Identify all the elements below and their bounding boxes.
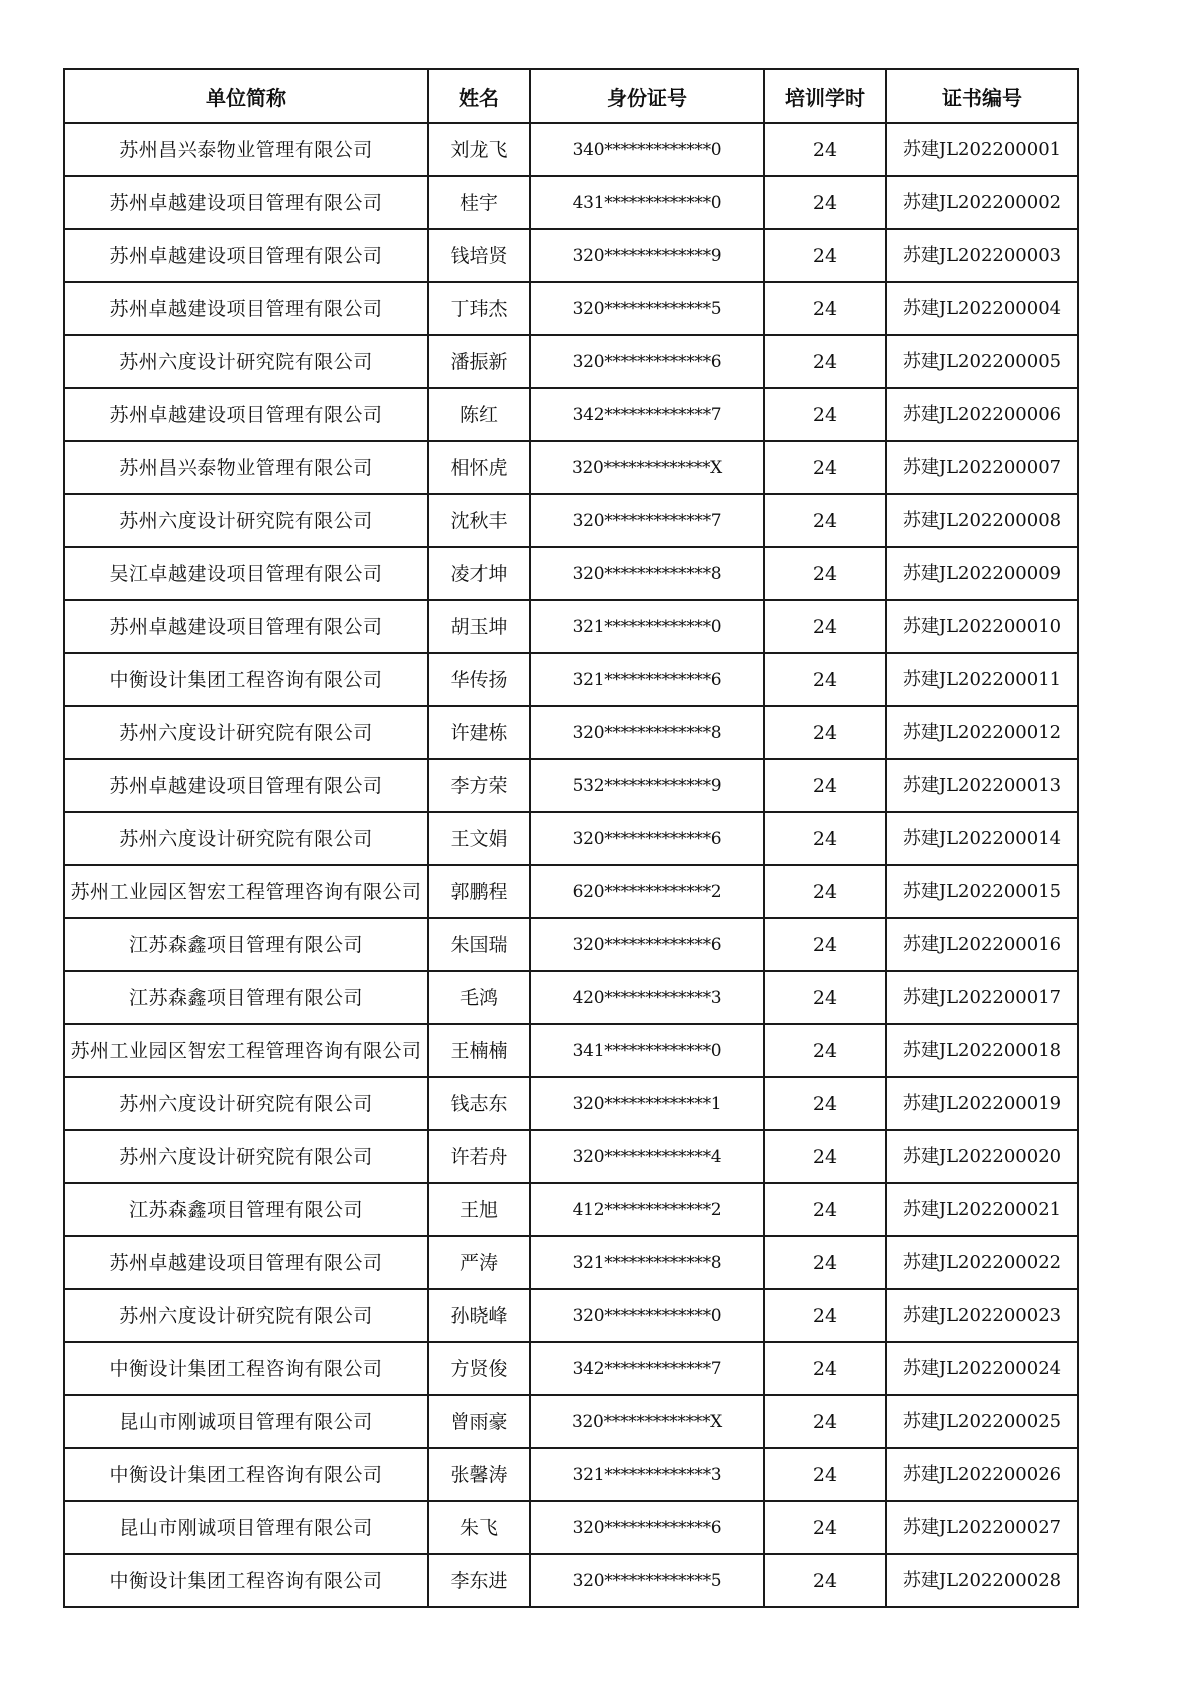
cell-training-hours: 24 bbox=[764, 1342, 886, 1395]
cell-id-number: 320*************5 bbox=[530, 282, 764, 335]
table-row bbox=[64, 706, 1078, 759]
cell-unit: 苏州昌兴泰物业管理有限公司 bbox=[64, 123, 428, 176]
cell-name: 朱飞 bbox=[428, 1501, 530, 1554]
cell-id-number: 321*************0 bbox=[530, 600, 764, 653]
cell-id-number: 342*************7 bbox=[530, 388, 764, 441]
cell-unit: 中衡设计集团工程咨询有限公司 bbox=[64, 1342, 428, 1395]
table-row bbox=[64, 971, 1078, 1024]
cell-certificate-number: 苏建JL202200014 bbox=[886, 812, 1078, 865]
cell-id-number: 321*************6 bbox=[530, 653, 764, 706]
cell-unit: 苏州卓越建设项目管理有限公司 bbox=[64, 1236, 428, 1289]
cell-training-hours: 24 bbox=[764, 971, 886, 1024]
cell-name: 王文娟 bbox=[428, 812, 530, 865]
cell-certificate-number: 苏建JL202200019 bbox=[886, 1077, 1078, 1130]
cell-certificate-number: 苏建JL202200002 bbox=[886, 176, 1078, 229]
cell-id-number: 320*************1 bbox=[530, 1077, 764, 1130]
cell-certificate-number: 苏建JL202200005 bbox=[886, 335, 1078, 388]
cell-training-hours: 24 bbox=[764, 1395, 886, 1448]
cell-certificate-number: 苏建JL202200020 bbox=[886, 1130, 1078, 1183]
header-training-hours: 培训学时 bbox=[764, 69, 886, 123]
cell-unit: 苏州六度设计研究院有限公司 bbox=[64, 1077, 428, 1130]
cell-id-number: 431*************0 bbox=[530, 176, 764, 229]
cell-training-hours: 24 bbox=[764, 918, 886, 971]
cell-training-hours: 24 bbox=[764, 229, 886, 282]
cell-name: 王旭 bbox=[428, 1183, 530, 1236]
cell-id-number: 320*************X bbox=[530, 441, 764, 494]
cell-certificate-number: 苏建JL202200016 bbox=[886, 918, 1078, 971]
cell-id-number: 320*************6 bbox=[530, 812, 764, 865]
table-row bbox=[64, 1501, 1078, 1554]
table-row bbox=[64, 918, 1078, 971]
cell-certificate-number: 苏建JL202200025 bbox=[886, 1395, 1078, 1448]
header-name: 姓名 bbox=[428, 69, 530, 123]
cell-certificate-number: 苏建JL202200021 bbox=[886, 1183, 1078, 1236]
cell-id-number: 320*************6 bbox=[530, 335, 764, 388]
cell-certificate-number: 苏建JL202200004 bbox=[886, 282, 1078, 335]
table-row bbox=[64, 653, 1078, 706]
cell-unit: 苏州卓越建设项目管理有限公司 bbox=[64, 229, 428, 282]
cell-id-number: 340*************0 bbox=[530, 123, 764, 176]
table-row bbox=[64, 1395, 1078, 1448]
table-row bbox=[64, 229, 1078, 282]
cell-name: 沈秋丰 bbox=[428, 494, 530, 547]
cell-name: 王楠楠 bbox=[428, 1024, 530, 1077]
cell-certificate-number: 苏建JL202200009 bbox=[886, 547, 1078, 600]
cell-training-hours: 24 bbox=[764, 706, 886, 759]
cell-name: 刘龙飞 bbox=[428, 123, 530, 176]
cell-id-number: 420*************3 bbox=[530, 971, 764, 1024]
cell-certificate-number: 苏建JL202200012 bbox=[886, 706, 1078, 759]
table-row bbox=[64, 812, 1078, 865]
cell-training-hours: 24 bbox=[764, 1024, 886, 1077]
cell-id-number: 320*************8 bbox=[530, 706, 764, 759]
cell-unit: 苏州工业园区智宏工程管理咨询有限公司 bbox=[64, 865, 428, 918]
cell-certificate-number: 苏建JL202200010 bbox=[886, 600, 1078, 653]
cell-unit: 苏州六度设计研究院有限公司 bbox=[64, 1130, 428, 1183]
table-row bbox=[64, 123, 1078, 176]
table-row bbox=[64, 1077, 1078, 1130]
cell-unit: 苏州六度设计研究院有限公司 bbox=[64, 812, 428, 865]
cell-unit: 苏州六度设计研究院有限公司 bbox=[64, 335, 428, 388]
cell-certificate-number: 苏建JL202200008 bbox=[886, 494, 1078, 547]
cell-id-number: 321*************8 bbox=[530, 1236, 764, 1289]
cell-unit: 吴江卓越建设项目管理有限公司 bbox=[64, 547, 428, 600]
cell-unit: 江苏森鑫项目管理有限公司 bbox=[64, 918, 428, 971]
cell-unit: 中衡设计集团工程咨询有限公司 bbox=[64, 1448, 428, 1501]
table-row bbox=[64, 388, 1078, 441]
table-row bbox=[64, 176, 1078, 229]
cell-name: 严涛 bbox=[428, 1236, 530, 1289]
header-id-number: 身份证号 bbox=[530, 69, 764, 123]
cell-training-hours: 24 bbox=[764, 547, 886, 600]
cell-id-number: 320*************0 bbox=[530, 1289, 764, 1342]
table-row bbox=[64, 335, 1078, 388]
cell-id-number: 320*************8 bbox=[530, 547, 764, 600]
cell-unit: 苏州六度设计研究院有限公司 bbox=[64, 1289, 428, 1342]
cell-certificate-number: 苏建JL202200013 bbox=[886, 759, 1078, 812]
cell-training-hours: 24 bbox=[764, 282, 886, 335]
cell-id-number: 532*************9 bbox=[530, 759, 764, 812]
cell-training-hours: 24 bbox=[764, 1077, 886, 1130]
cell-training-hours: 24 bbox=[764, 388, 886, 441]
cell-unit: 苏州昌兴泰物业管理有限公司 bbox=[64, 441, 428, 494]
cell-certificate-number: 苏建JL202200017 bbox=[886, 971, 1078, 1024]
cell-id-number: 341*************0 bbox=[530, 1024, 764, 1077]
cell-training-hours: 24 bbox=[764, 1183, 886, 1236]
cell-unit: 昆山市刚诚项目管理有限公司 bbox=[64, 1395, 428, 1448]
cell-unit: 江苏森鑫项目管理有限公司 bbox=[64, 1183, 428, 1236]
table-row bbox=[64, 441, 1078, 494]
cell-unit: 苏州卓越建设项目管理有限公司 bbox=[64, 759, 428, 812]
cell-unit: 江苏森鑫项目管理有限公司 bbox=[64, 971, 428, 1024]
cell-unit: 苏州卓越建设项目管理有限公司 bbox=[64, 600, 428, 653]
cell-unit: 昆山市刚诚项目管理有限公司 bbox=[64, 1501, 428, 1554]
cell-training-hours: 24 bbox=[764, 1236, 886, 1289]
cell-certificate-number: 苏建JL202200026 bbox=[886, 1448, 1078, 1501]
certificate-table bbox=[63, 68, 1079, 1608]
cell-unit: 苏州卓越建设项目管理有限公司 bbox=[64, 176, 428, 229]
table-row bbox=[64, 547, 1078, 600]
cell-unit: 中衡设计集团工程咨询有限公司 bbox=[64, 1554, 428, 1607]
table-header bbox=[64, 69, 1078, 123]
cell-training-hours: 24 bbox=[764, 1130, 886, 1183]
cell-training-hours: 24 bbox=[764, 1448, 886, 1501]
cell-name: 相怀虎 bbox=[428, 441, 530, 494]
cell-id-number: 320*************4 bbox=[530, 1130, 764, 1183]
cell-training-hours: 24 bbox=[764, 335, 886, 388]
cell-id-number: 320*************X bbox=[530, 1395, 764, 1448]
header-row bbox=[64, 69, 1078, 123]
cell-name: 李方荣 bbox=[428, 759, 530, 812]
cell-training-hours: 24 bbox=[764, 865, 886, 918]
cell-certificate-number: 苏建JL202200027 bbox=[886, 1501, 1078, 1554]
cell-name: 毛鸿 bbox=[428, 971, 530, 1024]
cell-name: 孙晓峰 bbox=[428, 1289, 530, 1342]
cell-name: 潘振新 bbox=[428, 335, 530, 388]
table-row bbox=[64, 600, 1078, 653]
cell-certificate-number: 苏建JL202200024 bbox=[886, 1342, 1078, 1395]
cell-unit: 中衡设计集团工程咨询有限公司 bbox=[64, 653, 428, 706]
cell-training-hours: 24 bbox=[764, 176, 886, 229]
cell-training-hours: 24 bbox=[764, 1554, 886, 1607]
cell-training-hours: 24 bbox=[764, 600, 886, 653]
cell-id-number: 320*************6 bbox=[530, 1501, 764, 1554]
cell-training-hours: 24 bbox=[764, 1501, 886, 1554]
cell-unit: 苏州六度设计研究院有限公司 bbox=[64, 706, 428, 759]
cell-training-hours: 24 bbox=[764, 123, 886, 176]
table-row bbox=[64, 1130, 1078, 1183]
table-row bbox=[64, 1342, 1078, 1395]
cell-unit: 苏州卓越建设项目管理有限公司 bbox=[64, 282, 428, 335]
table-row bbox=[64, 1183, 1078, 1236]
cell-unit: 苏州卓越建设项目管理有限公司 bbox=[64, 388, 428, 441]
cell-name: 凌才坤 bbox=[428, 547, 530, 600]
cell-name: 丁玮杰 bbox=[428, 282, 530, 335]
cell-unit: 苏州六度设计研究院有限公司 bbox=[64, 494, 428, 547]
table-row bbox=[64, 1289, 1078, 1342]
table-row bbox=[64, 494, 1078, 547]
table-row bbox=[64, 282, 1078, 335]
cell-name: 李东进 bbox=[428, 1554, 530, 1607]
header-unit: 单位简称 bbox=[64, 69, 428, 123]
table-body bbox=[64, 123, 1078, 1607]
cell-id-number: 342*************7 bbox=[530, 1342, 764, 1395]
cell-name: 朱国瑞 bbox=[428, 918, 530, 971]
table-row bbox=[64, 1024, 1078, 1077]
cell-name: 钱志东 bbox=[428, 1077, 530, 1130]
cell-certificate-number: 苏建JL202200018 bbox=[886, 1024, 1078, 1077]
cell-id-number: 320*************5 bbox=[530, 1554, 764, 1607]
cell-name: 陈红 bbox=[428, 388, 530, 441]
cell-training-hours: 24 bbox=[764, 494, 886, 547]
cell-certificate-number: 苏建JL202200007 bbox=[886, 441, 1078, 494]
cell-name: 许建栋 bbox=[428, 706, 530, 759]
table-row bbox=[64, 1554, 1078, 1607]
cell-id-number: 320*************7 bbox=[530, 494, 764, 547]
cell-name: 华传扬 bbox=[428, 653, 530, 706]
cell-certificate-number: 苏建JL202200023 bbox=[886, 1289, 1078, 1342]
cell-id-number: 620*************2 bbox=[530, 865, 764, 918]
cell-training-hours: 24 bbox=[764, 1289, 886, 1342]
cell-training-hours: 24 bbox=[764, 441, 886, 494]
header-certificate-number: 证书编号 bbox=[886, 69, 1078, 123]
table-row bbox=[64, 1236, 1078, 1289]
cell-id-number: 320*************6 bbox=[530, 918, 764, 971]
table-row bbox=[64, 1448, 1078, 1501]
cell-id-number: 412*************2 bbox=[530, 1183, 764, 1236]
cell-id-number: 320*************9 bbox=[530, 229, 764, 282]
cell-training-hours: 24 bbox=[764, 812, 886, 865]
cell-name: 张馨涛 bbox=[428, 1448, 530, 1501]
cell-name: 曾雨豪 bbox=[428, 1395, 530, 1448]
cell-certificate-number: 苏建JL202200028 bbox=[886, 1554, 1078, 1607]
cell-certificate-number: 苏建JL202200003 bbox=[886, 229, 1078, 282]
cell-name: 郭鹏程 bbox=[428, 865, 530, 918]
cell-name: 桂宇 bbox=[428, 176, 530, 229]
table-row bbox=[64, 865, 1078, 918]
cell-unit: 苏州工业园区智宏工程管理咨询有限公司 bbox=[64, 1024, 428, 1077]
cell-training-hours: 24 bbox=[764, 759, 886, 812]
cell-training-hours: 24 bbox=[764, 653, 886, 706]
cell-certificate-number: 苏建JL202200006 bbox=[886, 388, 1078, 441]
cell-name: 方贤俊 bbox=[428, 1342, 530, 1395]
cell-certificate-number: 苏建JL202200015 bbox=[886, 865, 1078, 918]
cell-name: 胡玉坤 bbox=[428, 600, 530, 653]
cell-name: 钱培贤 bbox=[428, 229, 530, 282]
cell-certificate-number: 苏建JL202200022 bbox=[886, 1236, 1078, 1289]
cell-id-number: 321*************3 bbox=[530, 1448, 764, 1501]
cell-certificate-number: 苏建JL202200011 bbox=[886, 653, 1078, 706]
cell-certificate-number: 苏建JL202200001 bbox=[886, 123, 1078, 176]
table-row bbox=[64, 759, 1078, 812]
cell-name: 许若舟 bbox=[428, 1130, 530, 1183]
